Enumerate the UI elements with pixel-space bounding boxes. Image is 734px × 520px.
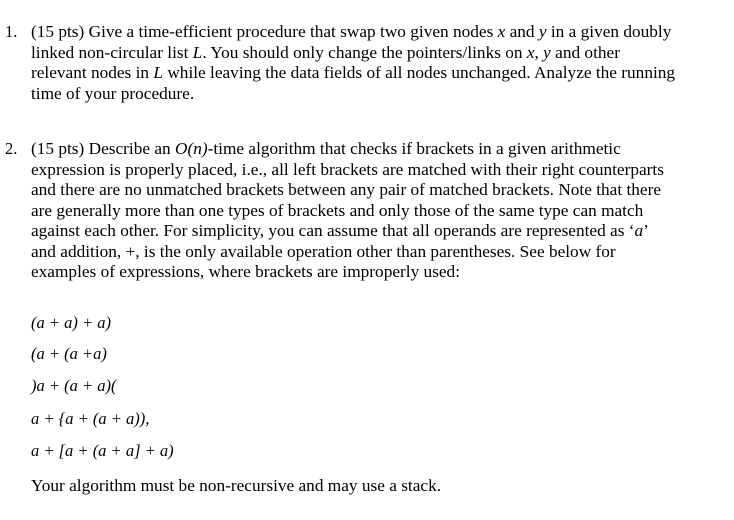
closing-note: Your algorithm must be non-recursive and may use a stack. (31, 476, 442, 495)
text-line: (15 pts) Describe an O(n)-time algorithm that checks if brackets in a given arithmetic (31, 139, 621, 158)
text-line: time of your procedure. (31, 83, 195, 103)
text-line: relevant nodes in L while leaving the data fields of all nodes unchanged. Analyze the running (31, 63, 676, 82)
text-line: and addition, +, is the only available operation other than parentheses. See below for (31, 241, 616, 261)
text-line: against each other. For simplicity, you can assume that all operands are represented as ‘a’ (31, 221, 649, 240)
expression-example: a + {a + (a + a)), (31, 409, 150, 428)
expression-example: (a + a) + a) (31, 313, 112, 332)
text-line: linked non-circular list L. You should only change the pointers/links on x, y and other (31, 42, 620, 62)
text-line: are generally more than one types of brackets and only those of the same type can match (31, 200, 644, 220)
question-text (31, 139, 721, 283)
expression-example: a + [a + (a + a] + a) (31, 441, 174, 460)
expression-example: (a + (a +a) (31, 344, 107, 363)
question-number: 1. (5, 22, 18, 41)
text-line: expression is properly placed, i.e., all left brackets are matched with their right counterparts (31, 159, 664, 179)
text-line: (15 pts) Give a time-efficient procedure that swap two given nodes x and y in a given doubly (31, 22, 672, 41)
question-text (31, 22, 721, 104)
text-line: and there are no unmatched brackets between any pair of matched brackets. Note that there (31, 180, 661, 199)
expression-example: )a + (a + a)( (31, 376, 117, 395)
text-line: examples of expressions, where brackets are improperly used: (31, 262, 461, 281)
question-number: 2. (5, 139, 18, 158)
